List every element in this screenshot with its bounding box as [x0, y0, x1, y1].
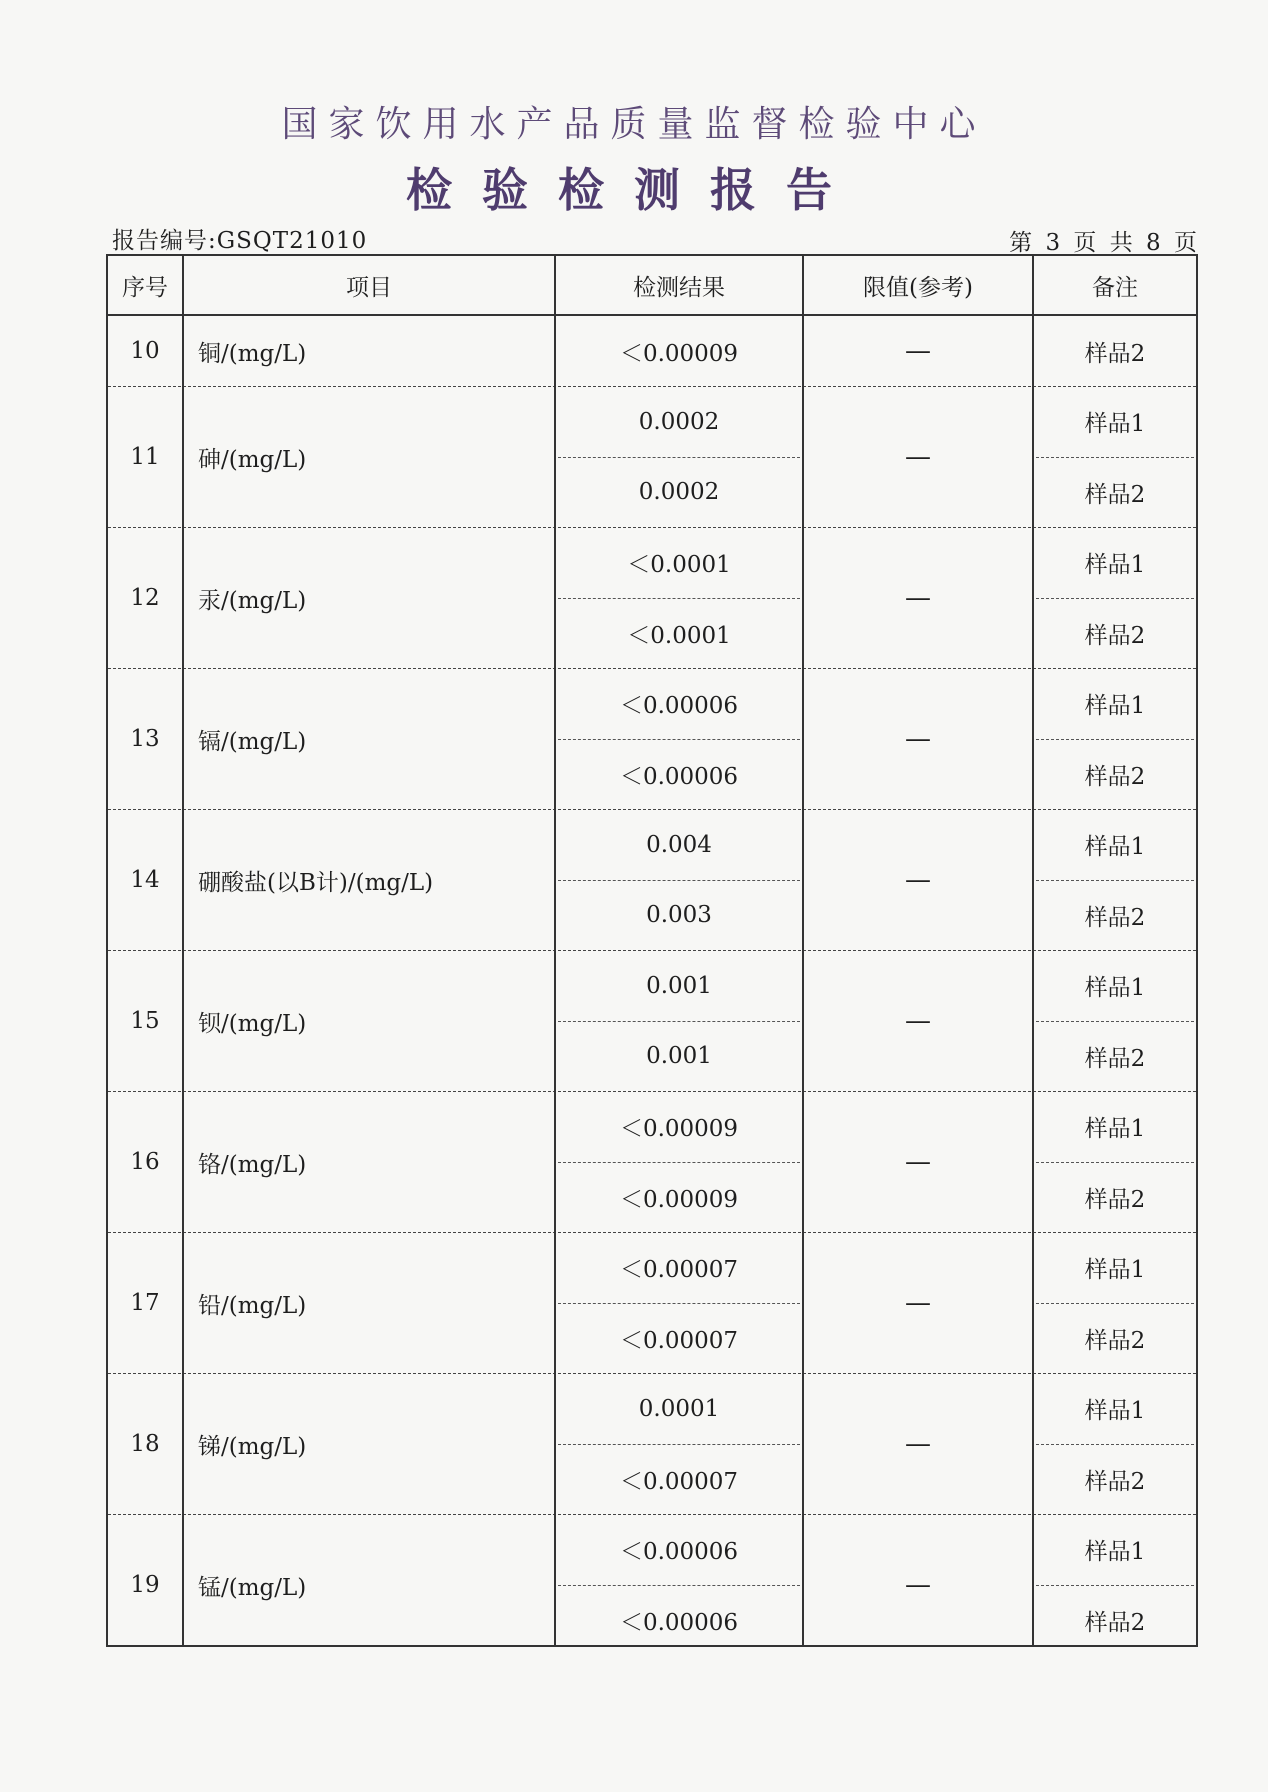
sample-divider [558, 598, 800, 599]
row-result: ＜0.00007 [619, 1327, 739, 1354]
row-limit: — [905, 1288, 931, 1318]
row-seq: 15 [130, 1008, 160, 1034]
row-result: ＜0.00006 [619, 1609, 739, 1636]
column-divider [1032, 256, 1034, 1645]
row-result: ＜0.00006 [619, 693, 739, 720]
column-header-note: 备注 [1092, 274, 1138, 301]
row-seq: 17 [130, 1290, 160, 1316]
row-result: 0.0001 [638, 1395, 720, 1422]
sample-divider [1036, 880, 1194, 881]
row-seq: 13 [130, 726, 160, 752]
row-limit: — [905, 1429, 931, 1459]
column-header-result: 检测结果 [633, 274, 725, 301]
row-result: ＜0.00007 [619, 1468, 739, 1495]
row-note: 样品2 [1084, 1327, 1146, 1354]
row-note: 样品1 [1084, 1539, 1146, 1566]
row-limit: — [905, 724, 931, 754]
row-limit: — [905, 336, 931, 367]
row-note: 样品2 [1084, 1609, 1146, 1636]
sample-divider [1036, 1303, 1194, 1304]
row-seq: 14 [130, 867, 160, 893]
row-result: ＜0.0001 [627, 552, 731, 579]
sample-divider [558, 1585, 800, 1586]
row-seq: 11 [130, 444, 160, 470]
row-result: 0.0002 [638, 408, 720, 435]
column-header-seq: 序号 [122, 274, 168, 301]
row-seq: 16 [130, 1149, 160, 1175]
sample-divider [1036, 1585, 1194, 1586]
report-title: 检验检测报告 [406, 163, 862, 217]
row-note: 样品2 [1084, 1186, 1146, 1213]
row-note: 样品1 [1084, 834, 1146, 861]
row-result: ＜0.00007 [619, 1257, 739, 1284]
row-limit: — [905, 1570, 931, 1600]
row-item: 锰/(mg/L) [198, 1574, 307, 1601]
sample-divider [558, 1162, 800, 1163]
row-seq: 19 [130, 1572, 160, 1598]
row-seq: 10 [130, 338, 160, 365]
row-note: 样品2 [1084, 622, 1146, 649]
row-seq: 18 [130, 1431, 160, 1457]
sample-divider [1036, 1444, 1194, 1445]
row-note: 样品2 [1084, 763, 1146, 790]
row-result: ＜0.00009 [619, 340, 739, 367]
row-limit: — [905, 1147, 931, 1177]
row-limit: — [905, 442, 931, 472]
report-number: 报告编号:GSQT21010 [112, 228, 368, 254]
sample-divider [558, 880, 800, 881]
row-item: 铜/(mg/L) [198, 340, 307, 367]
row-note: 样品1 [1084, 1257, 1146, 1284]
column-divider [554, 256, 556, 1645]
page-indicator: 第 3 页 共 8 页 [1009, 230, 1200, 256]
row-item: 镉/(mg/L) [198, 728, 307, 755]
row-note: 样品1 [1084, 1398, 1146, 1425]
column-divider [802, 256, 804, 1645]
sample-divider [1036, 457, 1194, 458]
sample-divider [1036, 598, 1194, 599]
row-limit: — [905, 583, 931, 613]
row-note: 样品2 [1084, 904, 1146, 931]
sample-divider [1036, 739, 1194, 740]
row-result: 0.0002 [638, 479, 720, 506]
row-result: 0.001 [646, 972, 712, 999]
row-note: 样品2 [1084, 1468, 1146, 1495]
row-item: 铬/(mg/L) [198, 1151, 307, 1178]
sample-divider [558, 739, 800, 740]
column-header-item: 项目 [346, 274, 392, 301]
row-item: 铅/(mg/L) [198, 1292, 307, 1319]
row-result: ＜0.00006 [619, 1539, 739, 1566]
row-result: 0.001 [646, 1043, 712, 1070]
sample-divider [558, 1444, 800, 1445]
row-result: 0.003 [646, 902, 712, 929]
row-item: 硼酸盐(以B计)/(mg/L) [198, 869, 434, 896]
row-item: 钡/(mg/L) [198, 1010, 307, 1037]
column-divider [182, 256, 184, 1645]
column-header-limit: 限值(参考) [863, 274, 973, 301]
row-note: 样品2 [1084, 340, 1146, 367]
row-note: 样品2 [1084, 1045, 1146, 1072]
row-note: 样品1 [1084, 975, 1146, 1002]
row-limit: — [905, 1006, 931, 1036]
sample-divider [1036, 1162, 1194, 1163]
row-result: ＜0.00006 [619, 763, 739, 790]
row-item: 砷/(mg/L) [198, 446, 307, 473]
sample-divider [558, 1303, 800, 1304]
sample-divider [558, 457, 800, 458]
row-seq: 12 [130, 585, 160, 611]
row-result: ＜0.0001 [627, 622, 731, 649]
row-note: 样品1 [1084, 411, 1146, 438]
row-item: 汞/(mg/L) [198, 587, 307, 614]
row-item: 锑/(mg/L) [198, 1433, 307, 1460]
organization-name: 国家饮用水产品质量监督检验中心 [281, 104, 987, 145]
row-note: 样品1 [1084, 693, 1146, 720]
row-result: ＜0.00009 [619, 1116, 739, 1143]
row-note: 样品1 [1084, 1116, 1146, 1143]
row-note: 样品1 [1084, 552, 1146, 579]
sample-divider [558, 1021, 800, 1022]
results-table [106, 254, 1198, 1647]
row-note: 样品2 [1084, 481, 1146, 508]
row-limit: — [905, 865, 931, 895]
sample-divider [1036, 1021, 1194, 1022]
row-result: 0.004 [646, 831, 712, 858]
row-result: ＜0.00009 [619, 1186, 739, 1213]
